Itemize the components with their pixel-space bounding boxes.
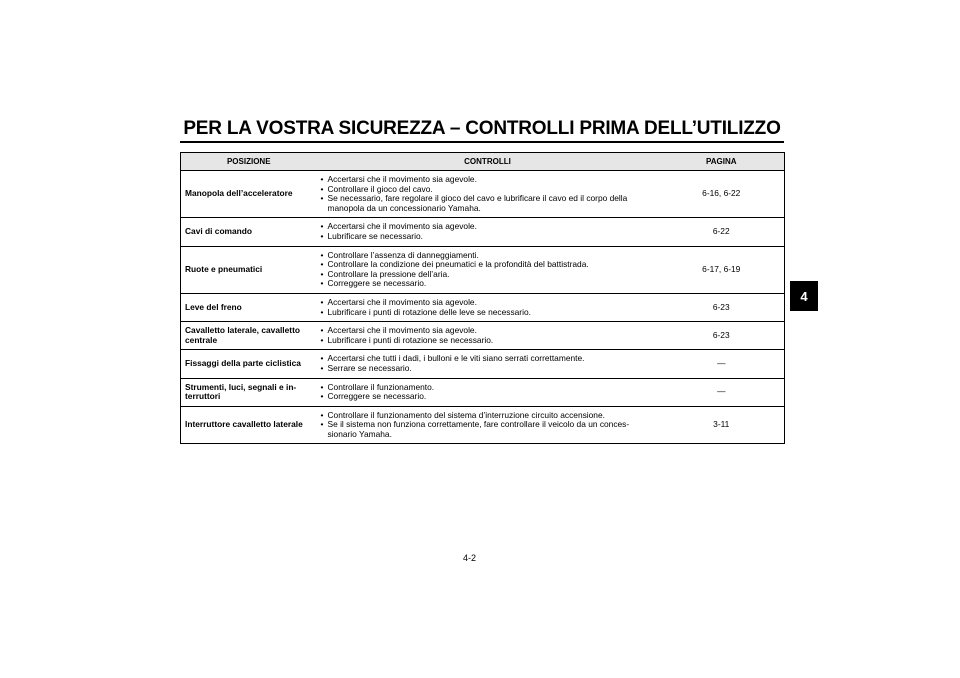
check-item: • Controllare l’assenza di danneggiamenti.	[321, 251, 655, 261]
row-position: Ruote e pneumatici	[181, 246, 317, 293]
row-checks	[317, 406, 659, 444]
checks-list	[321, 222, 655, 241]
check-item: • Accertarsi che il movimento sia agevole.	[321, 326, 655, 336]
row-page: —	[659, 378, 785, 406]
row-page: 6-17, 6-19	[659, 246, 785, 293]
check-item: • Se il sistema non funziona correttamente, fare controllare il veicolo da un conces-sionario Yamaha.	[321, 420, 655, 439]
checks-list	[321, 175, 655, 213]
row-checks	[317, 378, 659, 406]
check-item: • Se necessario, fare regolare il gioco del cavo e lubrificare il cavo ed il corpo della manopola da un concessionario Yamaha.	[321, 194, 655, 213]
check-item: • Lubrificare i punti di rotazione delle leve se necessario.	[321, 308, 655, 318]
row-page: 3-11	[713, 419, 730, 430]
checks-list	[321, 411, 655, 440]
check-item: • Accertarsi che il movimento sia agevole.	[321, 175, 655, 185]
table-row	[181, 322, 785, 350]
table-row	[181, 218, 785, 246]
checks-list	[321, 298, 655, 317]
table-row	[181, 350, 785, 378]
row-position: Interruttore cavalletto laterale	[185, 419, 303, 430]
row-position: Fissaggi della parte ciclistica	[181, 350, 317, 378]
row-position: Strumenti, luci, segnali e in-terruttori	[181, 378, 317, 406]
column-header-controlli: CONTROLLI	[317, 153, 659, 171]
check-item: • Accertarsi che tutti i dadi, i bulloni e le viti siano serrati correttamente.	[321, 354, 655, 364]
checks-table	[180, 152, 785, 444]
check-item: • Lubrificare se necessario.	[321, 232, 655, 242]
row-position: Cavalletto laterale, cavalletto centrale	[181, 322, 317, 350]
check-item: • Controllare il funzionamento.	[321, 383, 655, 393]
column-header-pagina: PAGINA	[659, 153, 785, 171]
table-row	[181, 246, 785, 293]
row-page: 6-23	[659, 322, 785, 350]
checks-list	[321, 354, 655, 373]
check-item: • Controllare il gioco del cavo.	[321, 185, 655, 195]
check-item: • Accertarsi che il movimento sia agevole.	[321, 222, 655, 232]
checks-list	[321, 326, 655, 345]
check-item: • Controllare il funzionamento del sistema d’interruzione circuito accensione.	[321, 411, 655, 421]
check-item: • Accertarsi che il movimento sia agevole.	[321, 298, 655, 308]
row-position: Leve del freno	[181, 293, 317, 321]
table-row	[181, 171, 785, 218]
table-row	[181, 293, 785, 321]
check-item: • Serrare se necessario.	[321, 364, 655, 374]
row-position: Cavi di comando	[181, 218, 317, 246]
table-row	[181, 406, 785, 444]
row-checks	[317, 218, 659, 246]
row-page: 6-23	[659, 293, 785, 321]
row-position: Manopola dell’acceleratore	[181, 171, 317, 218]
row-page: 6-22	[659, 218, 785, 246]
check-item: • Controllare la condizione dei pneumatici e la profondità del battistrada.	[321, 260, 655, 270]
table-header-row	[181, 153, 785, 171]
checks-list	[321, 383, 655, 402]
check-item: • Lubrificare i punti di rotazione se necessario.	[321, 336, 655, 346]
check-item: • Controllare la pressione dell’aria.	[321, 270, 655, 280]
row-checks	[317, 322, 659, 350]
page-number: 4-2	[463, 553, 477, 563]
title-underline	[180, 141, 784, 143]
row-page: 6-16, 6-22	[659, 171, 785, 218]
table-row	[181, 378, 785, 406]
check-item: • Correggere se necessario.	[321, 279, 655, 289]
checks-list	[321, 251, 655, 289]
page-title: PER LA VOSTRA SICUREZZA – CONTROLLI PRIMA DELL’UTILIZZO	[183, 118, 781, 139]
row-checks	[317, 350, 659, 378]
row-page: —	[659, 350, 785, 378]
row-checks	[317, 293, 659, 321]
row-checks	[317, 246, 659, 293]
column-header-posizione: POSIZIONE	[181, 153, 317, 171]
row-checks	[317, 171, 659, 218]
section-tab: 4	[790, 281, 818, 311]
check-item: • Correggere se necessario.	[321, 392, 655, 402]
